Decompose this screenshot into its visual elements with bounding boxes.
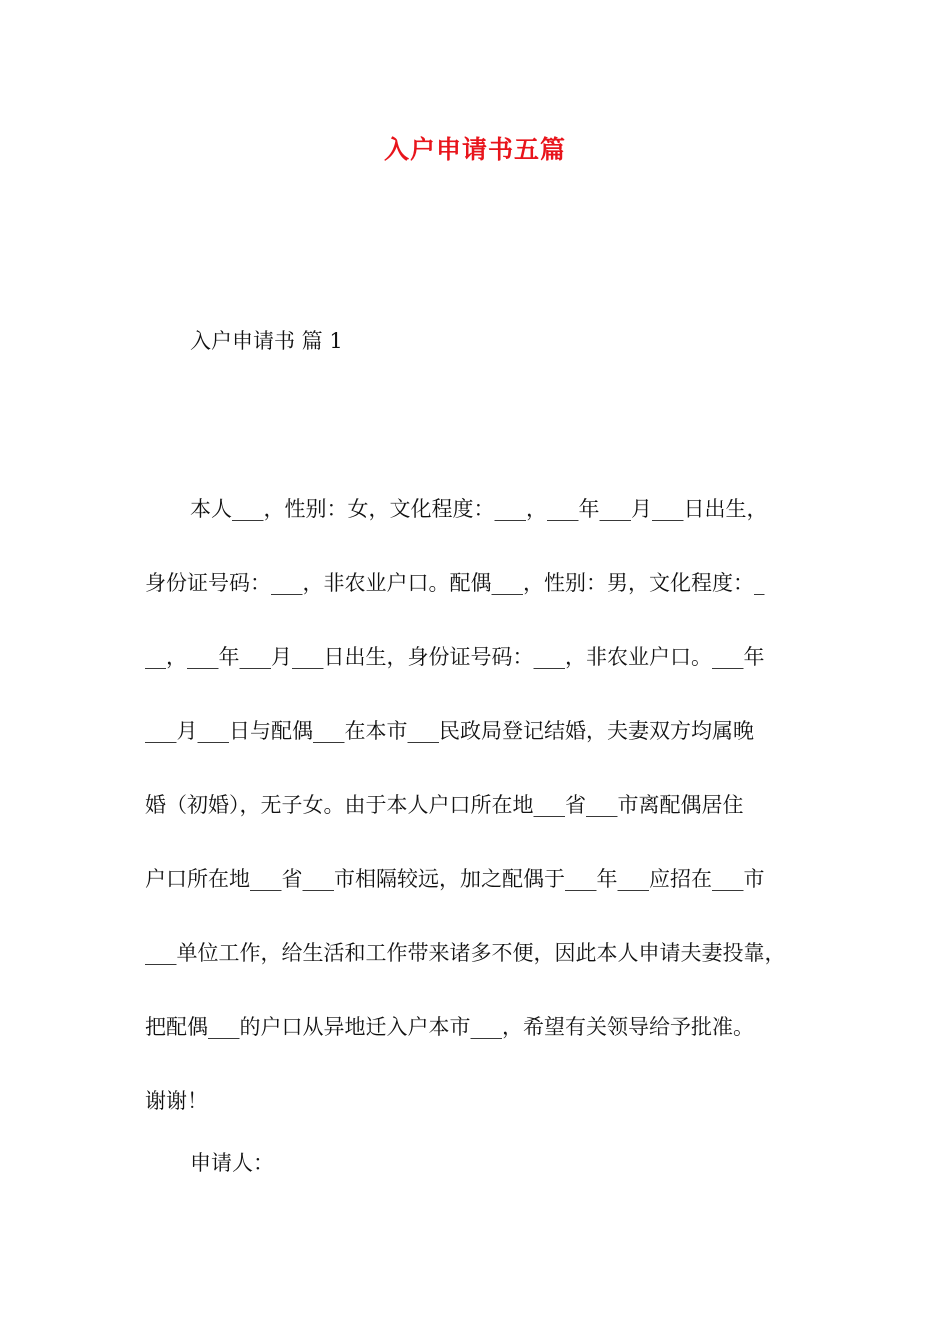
body-line: 谢谢！ (145, 1089, 208, 1113)
body-line: ___月___日与配偶___在本市___民政局登记结婚，夫妻双方均属晚 (145, 719, 754, 743)
applicant-label: 申请人： (190, 1151, 274, 1175)
body-line: 把配偶___的户口从异地迁入户本市___，希望有关领导给予批准。 (145, 1015, 754, 1039)
body-line: __，___年___月___日出生，身份证号码：___，非农业户口。___年 (145, 645, 765, 669)
document-title: 入户申请书五篇 (383, 135, 566, 164)
body-line: ___单位工作，给生活和工作带来诸多不便，因此本人申请夫妻投靠， (145, 941, 786, 965)
body-line: 户口所在地___省___市相隔较远，加之配偶于___年___应招在___市 (145, 867, 765, 891)
application-body (145, 472, 845, 1138)
section-heading: 入户申请书 篇 1 (190, 329, 343, 353)
body-line: 婚（初婚），无子女。由于本人户口所在地___省___市离配偶居住 (145, 793, 744, 817)
body-line: 本人___，性别：女，文化程度：___，___年___月___日出生， (190, 497, 768, 521)
body-line: 身份证号码：___，非农业户口。配偶___，性别：男，文化程度：_ (145, 571, 765, 595)
